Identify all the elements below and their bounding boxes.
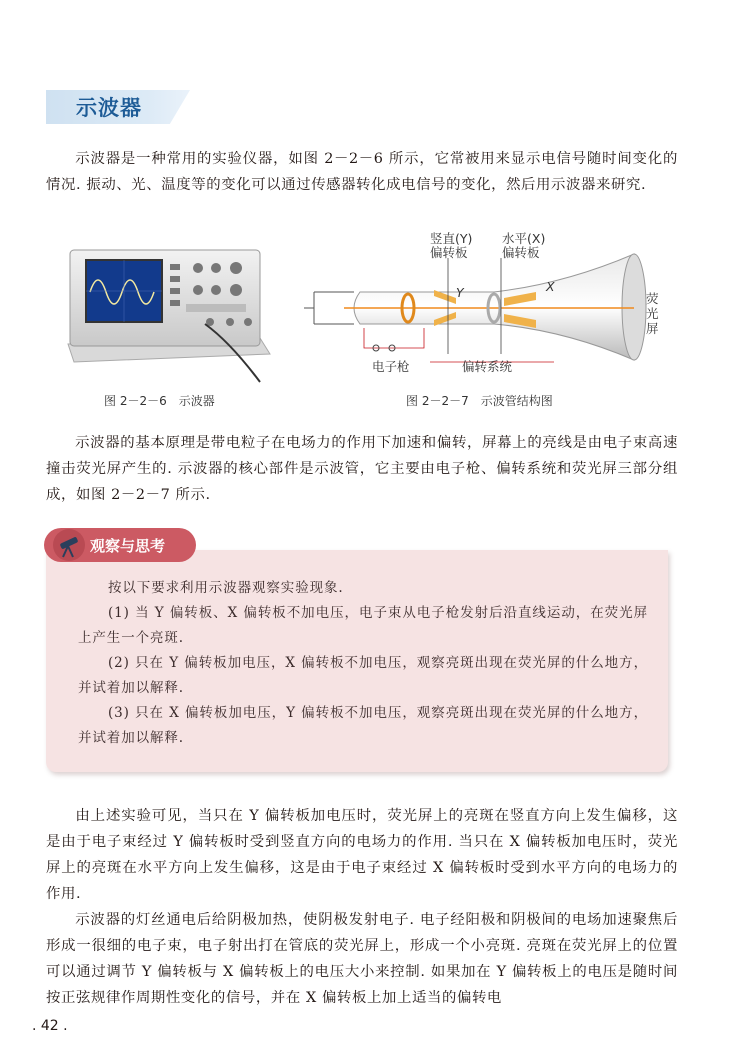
- screen-label-3: 屏: [646, 321, 659, 336]
- screen-label-1: 荧: [646, 291, 659, 306]
- electron-gun-label: 电子枪: [372, 359, 410, 374]
- screen-label-2: 光: [646, 306, 659, 321]
- observe-think-title: 观察与思考: [90, 537, 166, 555]
- x-plate-label-line1: 水平(X): [502, 231, 546, 246]
- figure-caption-oscilloscope: 图 2－2－6 示波器: [104, 394, 215, 408]
- oscilloscope-image: [60, 242, 280, 384]
- section-title: 示波器: [76, 96, 142, 120]
- observe-item-1: (1) 当 Y 偏转板、X 偏转板不加电压，电子束从电子枪发射后沿直线运动，在荧光屏上产生一个亮斑.: [78, 605, 648, 646]
- telescope-icon: [52, 528, 86, 562]
- x-plate-label-line2: 偏转板: [502, 245, 540, 260]
- x-axis-label: X: [546, 279, 555, 294]
- conclusion-paragraph: 由上述实验可见，当只在 Y 偏转板加电压时，荧光屏上的亮斑在竖直方向上发生偏移，这是由于电子束经过 Y 偏转板时受到竖直方向的电场力的作用. 当只在 X 偏转板加电压时，荧光屏上的亮斑在水平方向上发生偏移，这是由于电子束经过 X 偏转板时受到水平方向的电场力的作用.: [46, 808, 678, 902]
- y-plate-label-line1: 竖直(Y): [430, 231, 473, 246]
- y-axis-label: Y: [456, 285, 464, 300]
- figure-caption-crt: 图 2－2－7 示波管结构图: [406, 394, 553, 408]
- observe-item-3: (3) 只在 X 偏转板加电压，Y 偏转板不加电压，观察亮斑出现在荧光屏的什么地方，并试着加以解释.: [78, 705, 648, 746]
- observe-intro: 按以下要求利用示波器观察实验现象.: [108, 580, 344, 596]
- deflection-system-label: 偏转系统: [462, 359, 513, 374]
- page-number: . 42 .: [32, 1018, 68, 1034]
- principle-paragraph: 示波器的基本原理是带电粒子在电场力的作用下加速和偏转，屏幕上的亮线是由电子束高速撞击荧光屏产生的. 示波器的核心部件是示波管，它主要由电子枪、偏转系统和荧光屏三部分组成，如图 2－2－7 所示.: [46, 435, 678, 503]
- observe-item-2: (2) 只在 Y 偏转板加电压，X 偏转板不加电压，观察亮斑出现在荧光屏的什么地方，并试着加以解释.: [78, 655, 648, 696]
- intro-paragraph: 示波器是一种常用的实验仪器，如图 2－2－6 所示，它常被用来显示电信号随时间变化的情况. 振动、光、温度等的变化可以通过传感器转化成电信号的变化，然后用示波器来研究.: [46, 151, 678, 193]
- filament-paragraph: 示波器的灯丝通电后给阴极加热，使阴极发射电子. 电子经阳极和阴极间的电场加速聚焦后形成一很细的电子束，电子射出打在管底的荧光屏上，形成一个小亮斑. 亮斑在荧光屏上的位置可以通过调节 Y 偏转板与 X 偏转板上的电压大小来控制. 如果加在 Y 偏转板上的电压是随时间按正弦规律作周期性变化的信号，并在 X 偏转板上加上适当的偏转电: [46, 912, 678, 1006]
- y-plate-label-line2: 偏转板: [430, 245, 468, 260]
